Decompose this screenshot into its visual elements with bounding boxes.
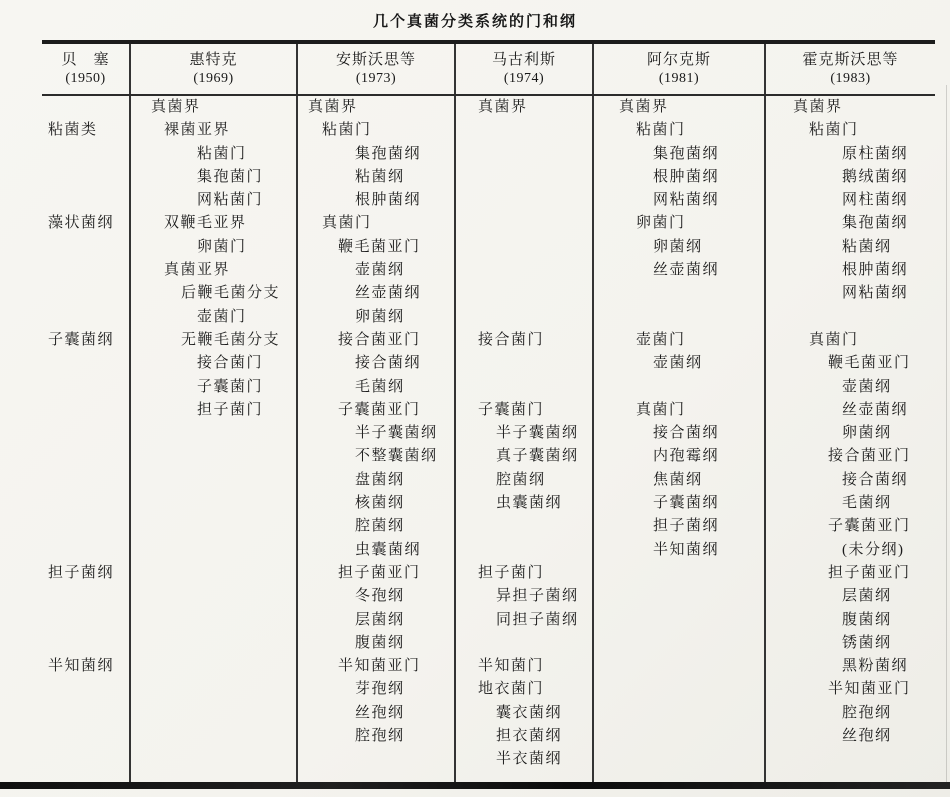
taxon-cell: 网柱菌纲 <box>765 189 935 212</box>
taxon-cell: 担子菌亚门 <box>765 562 935 585</box>
taxon-cell: 半知菌纲 <box>48 658 115 675</box>
taxon-cell: 腔孢纲 <box>765 702 935 725</box>
taxon-cell: 卵菌纲 <box>765 422 935 445</box>
taxon-cell: 壶菌门 <box>130 306 297 329</box>
taxon-cell: 壶菌纲 <box>297 259 455 282</box>
empty-cell <box>130 585 297 608</box>
empty-cell <box>593 609 765 632</box>
empty-cell <box>42 492 130 515</box>
table-row <box>42 143 935 166</box>
taxon-cell: 腔孢纲 <box>297 725 455 748</box>
taxon-cell: 腔菌纲 <box>297 515 455 538</box>
taxon-cell: 腔菌纲 <box>455 469 593 492</box>
column-header-3 <box>297 42 455 95</box>
taxon-cell: 半知菌亚门 <box>765 678 935 701</box>
table-row <box>42 655 935 678</box>
table-row <box>42 95 935 119</box>
empty-cell <box>130 445 297 468</box>
taxon-cell: 半子囊菌纲 <box>297 422 455 445</box>
taxon-cell: 毛菌纲 <box>765 492 935 515</box>
taxon-cell: 担子菌门 <box>130 399 297 422</box>
taxon-cell: 腹菌纲 <box>765 609 935 632</box>
taxon-cell: 异担子菌纲 <box>455 585 593 608</box>
empty-cell <box>455 539 593 562</box>
taxon-cell: 网粘菌门 <box>130 189 297 212</box>
table-row <box>42 725 935 748</box>
empty-cell <box>455 143 593 166</box>
taxon-cell: 担衣菌纲 <box>455 725 593 748</box>
empty-cell <box>455 376 593 399</box>
classification-table <box>42 40 935 785</box>
taxon-cell: 半知菌纲 <box>593 539 765 562</box>
taxon-cell: 鹅绒菌纲 <box>765 166 935 189</box>
taxon-cell: 担子菌纲 <box>593 515 765 538</box>
taxon-cell: 芽孢纲 <box>297 678 455 701</box>
empty-cell <box>593 725 765 748</box>
empty-cell <box>130 539 297 562</box>
taxon-cell: 担子菌纲 <box>48 564 115 581</box>
column-author: 阿尔克斯 <box>646 51 711 68</box>
table-row <box>42 702 935 725</box>
empty-cell <box>593 702 765 725</box>
empty-cell <box>130 492 297 515</box>
taxon-cell: 丝壶菌纲 <box>765 399 935 422</box>
taxon-cell: 集孢菌纲 <box>593 143 765 166</box>
empty-cell <box>42 725 130 748</box>
empty-cell <box>42 445 130 468</box>
taxon-cell: 壶菌纲 <box>593 352 765 375</box>
taxon-cell: 接合菌亚门 <box>297 329 455 352</box>
empty-cell <box>130 562 297 585</box>
table-row <box>42 329 935 352</box>
table-row <box>42 282 935 305</box>
header-row <box>42 42 935 95</box>
table-row <box>42 236 935 259</box>
taxon-cell: 半子囊菌纲 <box>455 422 593 445</box>
table-row <box>42 562 935 585</box>
taxon-cell: 粘菌门 <box>130 143 297 166</box>
empty-cell <box>130 632 297 655</box>
taxon-cell: 冬孢纲 <box>297 585 455 608</box>
empty-cell <box>42 282 130 305</box>
page-title: 几个真菌分类系统的门和纲 <box>372 14 577 30</box>
taxon-cell: 子囊菌门 <box>455 399 593 422</box>
column-header-4 <box>455 42 593 95</box>
table-row <box>42 166 935 189</box>
taxon-cell: 真子囊菌纲 <box>455 445 593 468</box>
empty-cell <box>593 282 765 305</box>
taxon-cell: 集孢菌纲 <box>765 212 935 235</box>
taxon-cell: 囊衣菌纲 <box>455 702 593 725</box>
empty-cell <box>130 725 297 748</box>
taxon-cell: 根肿菌纲 <box>593 166 765 189</box>
table-body <box>42 95 935 785</box>
taxon-cell: 粘菌门 <box>297 119 455 142</box>
empty-cell <box>130 422 297 445</box>
taxon-cell: 粘菌类 <box>48 122 98 139</box>
taxon-cell: 真菌界 <box>455 95 593 119</box>
taxon-cell: 真菌界 <box>593 95 765 119</box>
empty-cell <box>593 585 765 608</box>
table-row <box>42 212 935 235</box>
table-row <box>42 678 935 701</box>
taxon-cell: 鞭毛菌亚门 <box>765 352 935 375</box>
taxon-cell: 卵菌门 <box>593 212 765 235</box>
taxon-cell: 卵菌门 <box>130 236 297 259</box>
table-row <box>42 422 935 445</box>
taxon-cell: 真菌界 <box>130 95 297 119</box>
empty-cell <box>455 212 593 235</box>
taxon-cell: 子囊菌亚门 <box>297 399 455 422</box>
empty-cell <box>593 632 765 655</box>
empty-cell <box>765 748 935 771</box>
column-header-6 <box>765 42 935 95</box>
taxon-cell: 后鞭毛菌分支 <box>130 282 297 305</box>
taxon-cell: 内孢霉纲 <box>593 445 765 468</box>
taxon-cell: 根肿菌纲 <box>297 189 455 212</box>
taxon-cell: 卵菌纲 <box>593 236 765 259</box>
empty-cell <box>42 189 130 212</box>
taxon-cell: 真菌亚界 <box>130 259 297 282</box>
taxon-cell: 子囊菌纲 <box>593 492 765 515</box>
table-row <box>42 189 935 212</box>
taxon-cell: 集孢菌门 <box>130 166 297 189</box>
taxon-cell: 锈菌纲 <box>765 632 935 655</box>
taxon-cell: 真菌界 <box>765 95 935 119</box>
empty-cell <box>42 306 130 329</box>
empty-cell <box>455 259 593 282</box>
empty-cell <box>455 166 593 189</box>
empty-cell <box>130 702 297 725</box>
taxon-cell: 半知菌亚门 <box>297 655 455 678</box>
empty-cell <box>765 306 935 329</box>
empty-cell <box>42 609 130 632</box>
taxon-cell: 丝孢纲 <box>765 725 935 748</box>
taxon-cell: 卵菌纲 <box>297 306 455 329</box>
empty-cell <box>42 166 130 189</box>
column-header-2 <box>130 42 297 95</box>
taxon-cell: 子囊菌门 <box>130 376 297 399</box>
taxon-cell: (未分纲) <box>765 539 935 562</box>
empty-cell <box>593 748 765 771</box>
taxon-cell: 毛菌纲 <box>297 376 455 399</box>
column-year: (1974) <box>503 70 545 86</box>
taxon-cell: 层菌纲 <box>765 585 935 608</box>
table-row <box>42 399 935 422</box>
column-year: (1969) <box>193 70 234 86</box>
empty-cell <box>455 236 593 259</box>
taxon-cell: 半衣菌纲 <box>455 748 593 771</box>
taxon-cell: 焦菌纲 <box>593 469 765 492</box>
taxon-cell: 粘菌门 <box>593 119 765 142</box>
taxon-cell: 担子菌门 <box>455 562 593 585</box>
taxon-cell: 接合菌门 <box>130 352 297 375</box>
empty-cell <box>42 702 130 725</box>
taxon-cell: 粘菌纲 <box>297 166 455 189</box>
table-row <box>42 376 935 399</box>
empty-cell <box>593 655 765 678</box>
taxon-cell: 虫囊菌纲 <box>297 539 455 562</box>
table-header <box>42 42 935 95</box>
empty-cell <box>593 678 765 701</box>
empty-cell <box>593 376 765 399</box>
table-row <box>42 119 935 142</box>
taxon-cell: 无鞭毛菌分支 <box>130 329 297 352</box>
taxon-cell: 真菌门 <box>593 399 765 422</box>
table-bottom-rule <box>0 782 950 789</box>
empty-cell <box>42 399 130 422</box>
taxon-cell: 同担子菌纲 <box>455 609 593 632</box>
taxon-cell: 腹菌纲 <box>297 632 455 655</box>
empty-cell <box>42 748 130 771</box>
taxon-cell: 丝壶菌纲 <box>297 282 455 305</box>
column-author: 马古利斯 <box>491 51 556 68</box>
column-year: (1950) <box>65 70 106 86</box>
column-author: 惠特克 <box>189 51 238 68</box>
column-author: 贝 塞 <box>61 51 110 68</box>
taxon-cell: 裸菌亚界 <box>130 119 297 142</box>
empty-cell <box>455 515 593 538</box>
table-row <box>42 469 935 492</box>
empty-cell <box>130 748 297 771</box>
taxon-cell: 根肿菌纲 <box>765 259 935 282</box>
column-header-1 <box>42 42 130 95</box>
empty-cell <box>593 306 765 329</box>
empty-cell <box>42 539 130 562</box>
empty-cell <box>130 609 297 632</box>
taxon-cell: 子囊菌亚门 <box>765 515 935 538</box>
taxon-cell: 接合菌门 <box>455 329 593 352</box>
taxon-cell: 粘菌门 <box>765 119 935 142</box>
taxon-cell: 壶菌门 <box>593 329 765 352</box>
empty-cell <box>42 376 130 399</box>
column-year: (1983) <box>830 70 871 86</box>
taxon-cell: 地衣菌门 <box>455 678 593 701</box>
table-row <box>42 539 935 562</box>
empty-cell <box>42 678 130 701</box>
taxon-cell: 壶菌纲 <box>765 376 935 399</box>
empty-cell <box>42 585 130 608</box>
empty-cell <box>455 632 593 655</box>
table-row <box>42 352 935 375</box>
taxon-cell: 真菌门 <box>297 212 455 235</box>
empty-cell <box>42 469 130 492</box>
taxon-cell: 粘菌纲 <box>765 236 935 259</box>
table-row <box>42 259 935 282</box>
empty-cell <box>42 422 130 445</box>
taxon-cell: 半知菌门 <box>455 655 593 678</box>
empty-cell <box>455 189 593 212</box>
taxon-cell: 担子菌亚门 <box>297 562 455 585</box>
taxon-cell: 藻状菌纲 <box>48 215 115 232</box>
taxon-cell: 真菌门 <box>765 329 935 352</box>
table-row <box>42 748 935 771</box>
table-row <box>42 632 935 655</box>
taxon-cell: 双鞭毛亚界 <box>130 212 297 235</box>
classification-table-grid <box>42 40 935 785</box>
table-row <box>42 306 935 329</box>
empty-cell <box>42 515 130 538</box>
column-author: 霍克斯沃思等 <box>802 51 899 68</box>
column-year: (1981) <box>658 70 700 86</box>
taxon-cell: 网粘菌纲 <box>593 189 765 212</box>
empty-cell <box>42 632 130 655</box>
empty-cell <box>593 562 765 585</box>
empty-cell <box>42 352 130 375</box>
empty-cell <box>455 282 593 305</box>
table-row <box>42 492 935 515</box>
empty-cell <box>455 306 593 329</box>
taxon-cell: 子囊菌纲 <box>48 331 115 348</box>
column-year: (1973) <box>355 70 397 86</box>
taxon-cell: 集孢菌纲 <box>297 143 455 166</box>
empty-cell <box>130 469 297 492</box>
empty-cell <box>455 119 593 142</box>
taxon-cell: 核菌纲 <box>297 492 455 515</box>
taxon-cell: 网粘菌纲 <box>765 282 935 305</box>
empty-cell <box>297 748 455 771</box>
taxon-cell: 真菌界 <box>297 95 455 119</box>
taxon-cell: 虫囊菌纲 <box>455 492 593 515</box>
column-header-5 <box>593 42 765 95</box>
empty-cell <box>42 259 130 282</box>
taxon-cell: 接合菌纲 <box>297 352 455 375</box>
taxon-cell: 丝壶菌纲 <box>593 259 765 282</box>
taxon-cell: 层菌纲 <box>297 609 455 632</box>
taxon-cell: 鞭毛菌亚门 <box>297 236 455 259</box>
empty-cell <box>42 95 130 119</box>
empty-cell <box>130 515 297 538</box>
table-row <box>42 609 935 632</box>
table-row <box>42 445 935 468</box>
taxon-cell: 黑粉菌纲 <box>765 655 935 678</box>
taxon-cell: 接合菌纲 <box>593 422 765 445</box>
empty-cell <box>42 236 130 259</box>
table-row <box>42 515 935 538</box>
taxon-cell: 接合菌纲 <box>765 469 935 492</box>
empty-cell <box>130 655 297 678</box>
empty-cell <box>130 678 297 701</box>
empty-cell <box>455 352 593 375</box>
taxon-cell: 不整囊菌纲 <box>297 445 455 468</box>
table-row <box>42 585 935 608</box>
scan-page-edge <box>946 85 947 785</box>
taxon-cell: 盘菌纲 <box>297 469 455 492</box>
empty-cell <box>42 143 130 166</box>
taxon-cell: 原柱菌纲 <box>765 143 935 166</box>
taxon-cell: 丝孢纲 <box>297 702 455 725</box>
column-author: 安斯沃思等 <box>335 51 416 68</box>
taxon-cell: 接合菌亚门 <box>765 445 935 468</box>
